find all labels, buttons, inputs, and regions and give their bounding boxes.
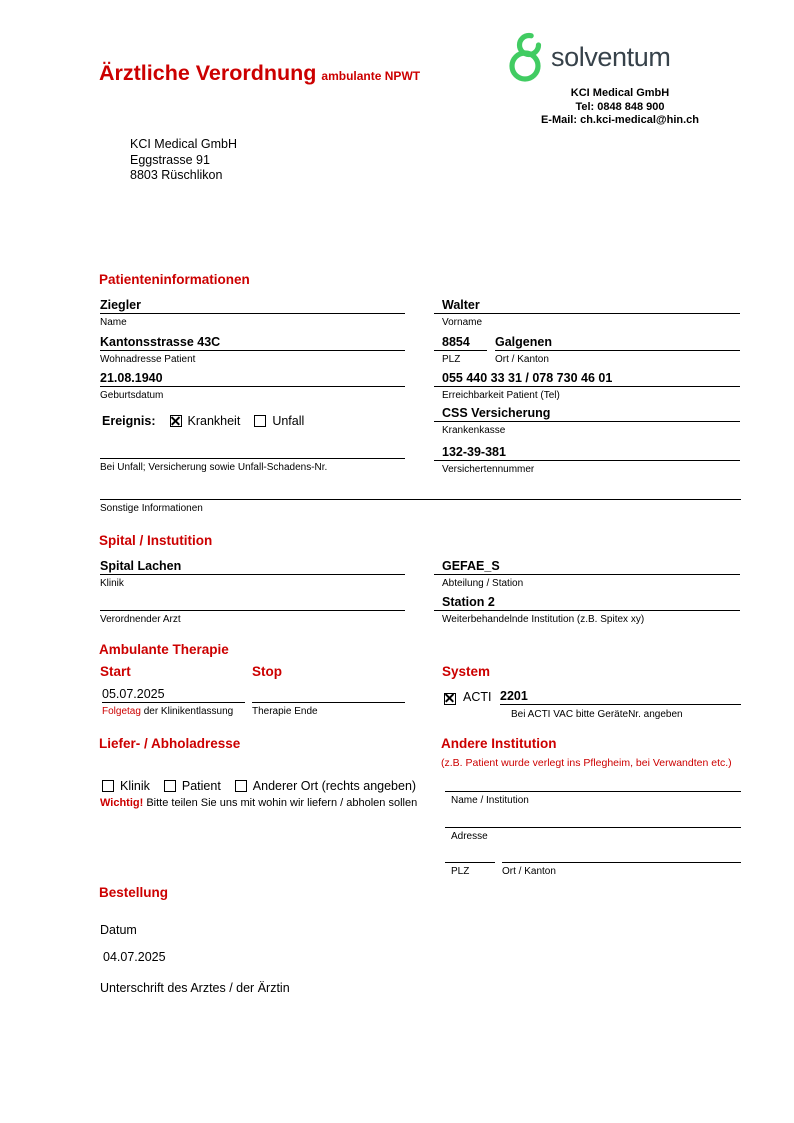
field-ort xyxy=(495,334,740,365)
field-verordnender-arzt-label: Verordnender Arzt xyxy=(100,613,181,625)
section-heading-spital: Spital / Instutition xyxy=(99,533,213,548)
andere-subtext: (z.B. Patient wurde verlegt ins Pflegheim, bei Verwandten etc.) xyxy=(441,757,732,769)
anderer-ort-checkbox-label: Anderer Ort (rechts angeben) xyxy=(252,779,417,793)
field-erreichbarkeit xyxy=(434,370,740,401)
patient-checkbox-label: Patient xyxy=(181,779,221,793)
acti-label: ACTI xyxy=(463,690,492,704)
field-versichertennummer xyxy=(434,444,740,475)
section-heading-bestellung: Bestellung xyxy=(99,885,169,900)
bestellung-datum-value[interactable]: 04.07.2025 xyxy=(103,950,166,964)
field-andere-adresse-label: Adresse xyxy=(451,830,488,842)
field-bei-unfall-label: Bei Unfall; Versicherung sowie Unfall-Schadens-Nr. xyxy=(100,461,328,473)
section-heading-system: System xyxy=(442,664,491,679)
field-klinik-value[interactable]: Spital Lachen xyxy=(100,558,405,575)
ereignis-label: Ereignis: xyxy=(102,414,156,428)
field-weiterbehandelnde xyxy=(434,594,740,625)
field-name-value[interactable]: Ziegler xyxy=(100,297,405,314)
section-heading-patient: Patienteninformationen xyxy=(99,272,250,287)
field-vorname-value[interactable]: Walter xyxy=(434,297,740,314)
klinik-checkbox-label: Klinik xyxy=(120,779,150,793)
brand-wordmark: solventum xyxy=(551,42,671,72)
folgetag-label-red: Folgetag xyxy=(102,705,141,717)
field-wohnadresse-label: Wohnadresse Patient xyxy=(100,353,196,365)
field-name xyxy=(100,297,405,328)
therapie-stop-label: Stop xyxy=(252,664,282,679)
field-versichertennummer-label: Versichertennummer xyxy=(442,463,535,475)
field-weiterbehandelnde-label: Weiterbehandelnde Institution (z.B. Spitex xy) xyxy=(442,613,645,625)
field-vorname-label: Vorname xyxy=(442,316,483,328)
field-erreichbarkeit-value[interactable]: 055 440 33 31 / 078 730 46 01 xyxy=(434,370,740,387)
field-therapie-stop xyxy=(252,686,405,717)
liefer-options-row xyxy=(102,779,416,793)
field-abteilung-value[interactable]: GEFAE_S xyxy=(434,558,740,575)
field-ort-label: Ort / Kanton xyxy=(495,353,549,365)
field-therapie-start-label xyxy=(102,706,245,717)
field-andere-adresse xyxy=(445,811,741,842)
field-wohnadresse xyxy=(100,334,405,365)
field-plz-value[interactable]: 8854 xyxy=(434,334,487,351)
bestellung-unterschrift-label: Unterschrift des Arztes / der Ärztin xyxy=(100,981,290,995)
wichtig-label: Wichtig! xyxy=(100,797,144,809)
field-geburtsdatum-value[interactable]: 21.08.1940 xyxy=(100,370,405,387)
solventum-logo-icon xyxy=(504,31,550,83)
field-therapie-stop-label: Therapie Ende xyxy=(252,705,318,717)
field-andere-ort xyxy=(502,846,741,877)
field-andere-plz xyxy=(445,846,495,877)
field-plz-label: PLZ xyxy=(442,353,461,365)
recipient-address-block xyxy=(130,137,237,184)
field-bei-unfall xyxy=(100,442,405,473)
field-erreichbarkeit-label: Erreichbarkeit Patient (Tel) xyxy=(442,389,560,401)
field-name-label: Name xyxy=(100,316,127,328)
section-heading-therapie: Ambulante Therapie xyxy=(99,642,229,657)
wichtig-rest: Bitte teilen Sie uns mit wohin wir liefern / abholen sollen xyxy=(143,797,418,809)
field-geburtsdatum-label: Geburtsdatum xyxy=(100,389,164,401)
field-therapie-start xyxy=(102,686,245,717)
contact-company: KCI Medical GmbH xyxy=(570,87,670,99)
recipient-line1: KCI Medical GmbH xyxy=(130,137,237,151)
title-main: Ärztliche Verordnung xyxy=(99,61,317,85)
field-abteilung-label: Abteilung / Station xyxy=(442,577,524,589)
field-vorname xyxy=(434,297,740,328)
field-sonstige xyxy=(100,483,741,514)
field-andere-name-label: Name / Institution xyxy=(451,794,529,806)
field-verordnender-arzt xyxy=(100,594,405,625)
wichtig-note xyxy=(100,797,417,809)
recipient-line3: 8803 Rüschlikon xyxy=(130,168,223,182)
field-wohnadresse-value[interactable]: Kantonsstrasse 43C xyxy=(100,334,405,351)
field-weiterbehandelnde-value[interactable]: Station 2 xyxy=(434,594,740,611)
geraete-nr-hint: Bei ACTI VAC bitte GeräteNr. angeben xyxy=(511,709,683,720)
section-heading-andere: Andere Institution xyxy=(441,736,557,751)
field-andere-name-value[interactable] xyxy=(445,775,741,792)
field-therapie-stop-value[interactable] xyxy=(252,686,405,703)
field-andere-ort-label: Ort / Kanton xyxy=(502,865,556,877)
page-title xyxy=(99,61,420,86)
field-krankenkasse-label: Krankenkasse xyxy=(442,424,506,436)
field-geburtsdatum xyxy=(100,370,405,401)
anderer-ort-checkbox[interactable] xyxy=(235,780,247,792)
unfall-checkbox[interactable] xyxy=(254,415,266,427)
ereignis-row xyxy=(102,414,304,428)
title-subtitle: ambulante NPWT xyxy=(321,69,421,83)
field-andere-name xyxy=(445,775,741,806)
field-bei-unfall-value[interactable] xyxy=(100,442,405,459)
field-geraete-nr xyxy=(500,688,741,705)
therapie-start-label: Start xyxy=(100,664,131,679)
klinik-checkbox[interactable] xyxy=(102,780,114,792)
field-klinik-label: Klinik xyxy=(100,577,124,589)
field-andere-adresse-value[interactable] xyxy=(445,811,741,828)
field-versichertennummer-value[interactable]: 132-39-381 xyxy=(434,444,740,461)
field-sonstige-label: Sonstige Informationen xyxy=(100,502,203,514)
company-contact-block xyxy=(470,87,770,128)
contact-email: E-Mail: ch.kci-medical@hin.ch xyxy=(540,114,700,126)
field-ort-value[interactable]: Galgenen xyxy=(495,334,740,351)
field-therapie-start-value[interactable]: 05.07.2025 xyxy=(102,686,245,703)
field-andere-ort-value[interactable] xyxy=(502,846,741,863)
field-sonstige-value[interactable] xyxy=(100,483,741,500)
field-abteilung xyxy=(434,558,740,589)
field-andere-plz-label: PLZ xyxy=(451,865,470,877)
field-plz xyxy=(434,334,487,365)
folgetag-label-rest: der Klinikentlassung xyxy=(140,705,234,717)
field-krankenkasse xyxy=(434,405,740,436)
patient-checkbox[interactable] xyxy=(164,780,176,792)
field-andere-plz-value[interactable] xyxy=(445,846,495,863)
unfall-checkbox-label: Unfall xyxy=(272,414,305,428)
acti-checkbox[interactable] xyxy=(444,693,456,705)
field-klinik xyxy=(100,558,405,589)
section-heading-liefer: Liefer- / Abholadresse xyxy=(99,736,241,751)
krankheit-checkbox-label: Krankheit xyxy=(187,414,241,428)
bestellung-datum-label: Datum xyxy=(100,923,137,937)
field-geraete-nr-value[interactable]: 2201 xyxy=(500,688,741,705)
contact-tel: Tel: 0848 848 900 xyxy=(575,100,665,113)
field-verordnender-arzt-value[interactable] xyxy=(100,594,405,611)
krankheit-checkbox[interactable] xyxy=(170,415,182,427)
field-krankenkasse-value[interactable]: CSS Versicherung xyxy=(434,405,740,422)
recipient-line2: Eggstrasse 91 xyxy=(130,152,210,167)
